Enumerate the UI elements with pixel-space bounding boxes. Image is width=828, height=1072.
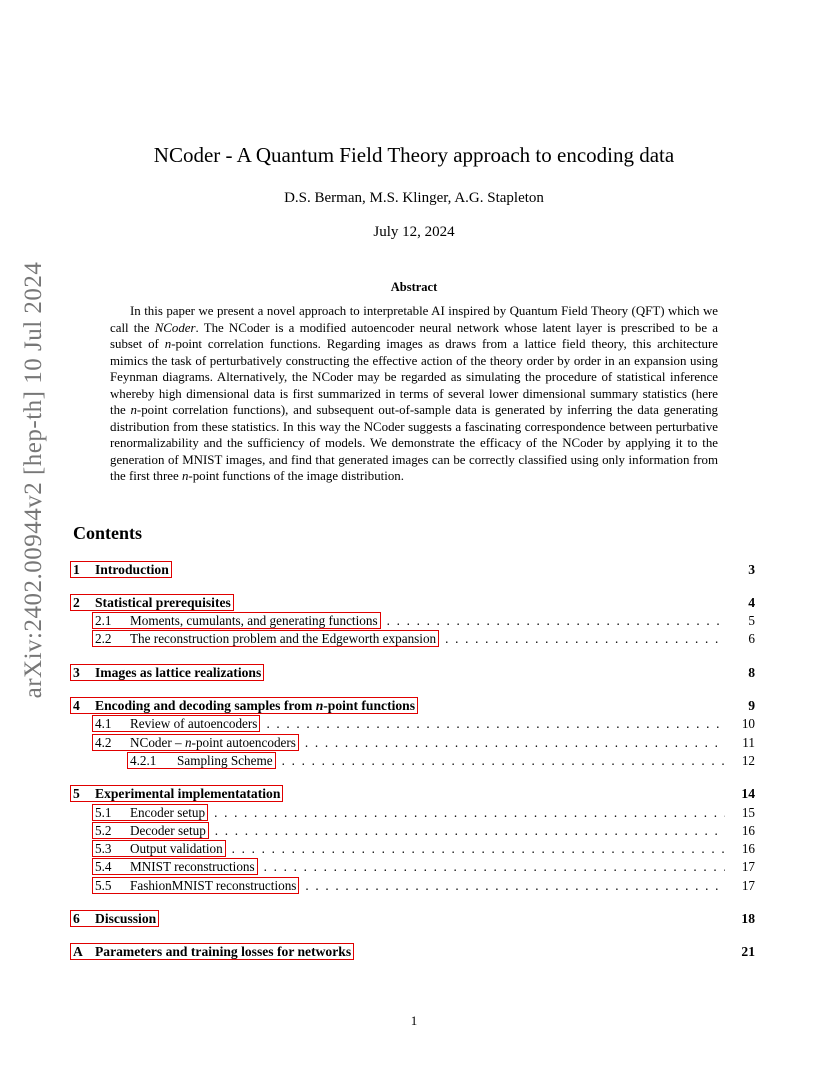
paper-authors: D.S. Berman, M.S. Klinger, A.G. Stapleton [284,190,544,206]
toc-entry-link[interactable] [92,840,226,857]
toc-entry-label: FashionMNIST reconstructions [130,878,297,893]
toc-entry-link[interactable] [70,910,159,927]
toc-entry-link[interactable] [92,877,299,894]
abstract-body: In this paper we present a novel approach to interpretable AI inspired by Quantum Field Theory (QFT) which we call the NCoder. The NCoder is a modified autoencoder neural network whose latent layer is prescribed to be a subset of n-point correlation functions. Regarding images as draws from a lattice field theory, this architecture mimics the task of perturbatively constructing the effective action of the theory order by order in an expansion using Feynman diagrams. Alternatively, the NCoder may be regarded as simulating the procedure of statistical inference whereby high dimensional data is first summarized in terms of several lower dimensional summary statistics (here the n-point correlation functions), and subsequent out-of-sample data is generated by inferring the data generating distribution from these statistics. In this way the NCoder suggests a fascinating correspondence between perturbative renormalizability and the sufficiency of models. We demonstrate the efficacy of the NCoder by applying it to the generation of MNIST images, and find that generated images can be correctly classified using only information from the first three n-point functions of the image distribution. [110,304,718,483]
toc-leader-dots [266,716,725,732]
toc-entry-number: 4.2 [95,735,112,750]
toc-entry-link[interactable] [92,630,439,647]
toc-entry-link[interactable] [70,943,354,960]
toc-entry [73,785,755,803]
toc-entry [73,822,755,840]
toc-entry-page: 17 [741,878,755,893]
toc-entry [73,734,755,752]
abstract-heading: Abstract [390,280,438,294]
toc-entry [73,910,755,928]
toc-leader-dots [232,841,725,857]
toc-entry-page: 14 [741,786,755,801]
toc-entry-number: 2.2 [95,631,112,646]
toc-entry-link[interactable] [127,752,276,769]
toc-entry-label: Discussion [95,911,157,926]
toc-entry-page: 16 [741,841,755,856]
toc-leader-dots [305,735,725,751]
toc-entry [73,612,755,630]
toc-entry-number: 4 [73,698,80,713]
toc-entry-label: Moments, cumulants, and generating functions [130,613,378,628]
toc-entry-link[interactable] [92,612,381,629]
toc-entry-link[interactable] [92,734,299,751]
toc-entry-number: 5.1 [95,805,112,820]
toc-entry-number: 5.2 [95,823,112,838]
toc-leader-dots [445,631,725,647]
toc-entry [73,594,755,612]
page-number: 1 [410,1013,418,1028]
toc-entry-number: 5 [73,786,80,801]
toc-entry-label: Images as lattice realizations [95,665,262,680]
toc-entry-label: NCoder – n-point autoencoders [130,735,296,750]
toc-entry [73,752,755,770]
arxiv-sidebar [14,261,54,699]
toc-entry-page: 18 [741,911,755,926]
toc-entry-link[interactable] [70,594,234,611]
toc-entry-page: 15 [741,805,755,820]
toc-entry-number: 5.5 [95,878,112,893]
toc-entry [73,630,755,648]
toc-entry-page: 8 [748,665,755,680]
toc-entry [73,858,755,876]
toc-entry-link[interactable] [70,785,283,802]
toc-entry [73,561,755,579]
toc-entry-number: 4.1 [95,716,112,731]
toc-entry-label: Output validation [130,841,223,856]
toc-entry-label: Statistical prerequisites [95,595,231,610]
toc-entry-page: 11 [742,735,755,750]
toc-entry-number: 1 [73,562,80,577]
toc-entry [73,840,755,858]
toc-entry-number: 6 [73,911,80,926]
toc-entry [73,943,755,961]
toc-entry-number: 5.4 [95,859,112,874]
arxiv-identifier[interactable]: arXiv:2402.00944v2 [hep-th] 10 Jul 2024 [20,261,47,699]
toc-entry-link[interactable] [70,561,172,578]
toc-leader-dots [264,859,725,875]
toc-entry-link[interactable] [70,697,418,714]
toc-entry-label: The reconstruction problem and the Edgeworth expansion [130,631,437,646]
toc-entry-page: 5 [748,613,755,628]
toc-entry-label: Decoder setup [130,823,206,838]
paper-title: NCoder - A Quantum Field Theory approach to encoding data [153,143,675,167]
toc-entry-page: 21 [741,944,755,959]
toc-leader-dots [387,613,725,629]
toc-entry-number: 5.3 [95,841,112,856]
toc-entry-label: Parameters and training losses for networks [95,944,352,959]
toc-leader-dots [305,878,725,894]
toc-entry-label: Experimental implementatation [95,786,281,801]
toc-entry-number: A [73,944,83,959]
toc-entry-page: 12 [741,753,755,768]
toc-entry-link[interactable] [92,858,258,875]
contents-heading: Contents [73,523,143,543]
toc-entry-number: 2.1 [95,613,112,628]
toc-entry [73,804,755,822]
toc-entry-label: Sampling Scheme [177,753,273,768]
toc-entry-page: 10 [741,716,755,731]
toc-entry-page: 4 [748,595,755,610]
paper-date: July 12, 2024 [373,224,455,240]
toc-entry [73,715,755,733]
toc-entry [73,697,755,715]
toc-entry-link[interactable] [70,664,264,681]
toc-entry-number: 2 [73,595,80,610]
toc-entry-label: Encoding and decoding samples from n-point functions [95,698,416,713]
toc-entry-page: 17 [741,859,755,874]
toc-entry-label: Introduction [95,562,169,577]
toc-entry-link[interactable] [92,822,209,839]
toc-entry-link[interactable] [92,715,260,732]
toc-entry-number: 4.2.1 [130,753,157,768]
toc-leader-dots [214,805,725,821]
toc-entry [73,877,755,895]
toc-entry-page: 9 [748,698,755,713]
toc-entry-link[interactable] [92,804,208,821]
toc-leader-dots [215,823,725,839]
toc-entry-label: MNIST reconstructions [130,859,255,874]
toc-entry-label: Encoder setup [130,805,206,820]
toc-entry-label: Review of autoencoders [130,716,258,731]
toc-entry-page: 6 [748,631,755,646]
toc-entry-number: 3 [73,665,80,680]
toc-entry [73,664,755,682]
toc-entry-page: 16 [741,823,755,838]
toc-leader-dots [282,753,725,769]
toc-entry-page: 3 [748,562,755,577]
